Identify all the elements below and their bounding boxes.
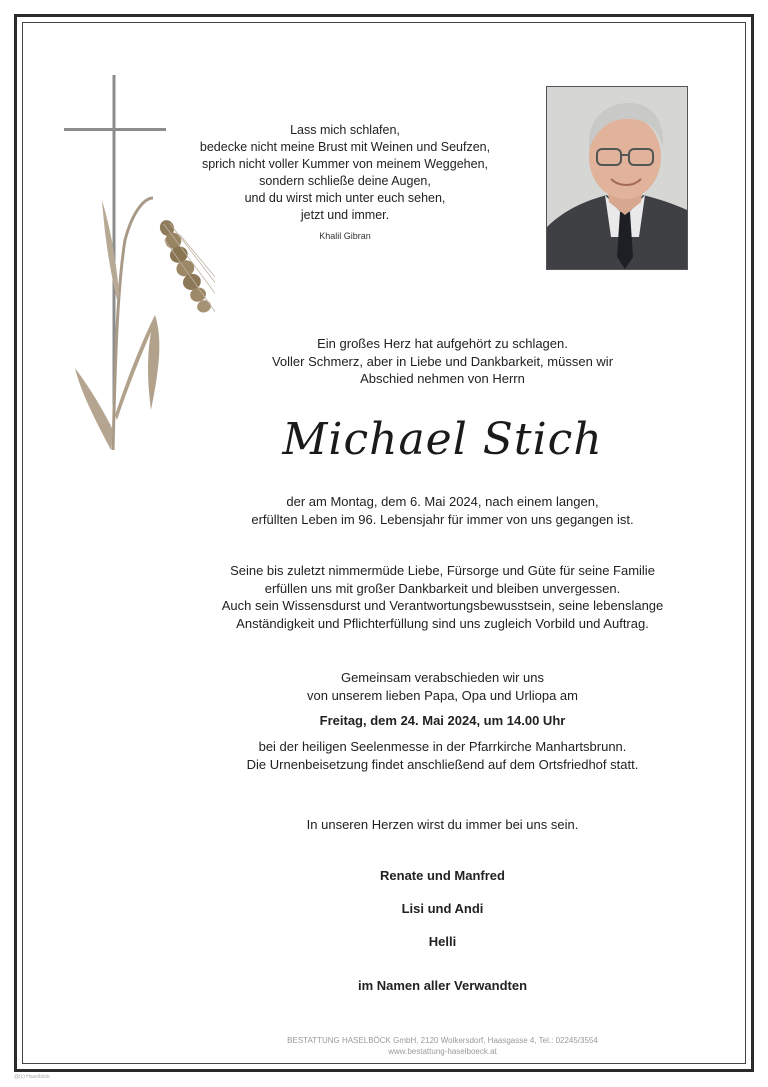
person-portrait-icon xyxy=(547,87,688,270)
intro-line: Ein großes Herz hat aufgehört zu schlagen. xyxy=(317,336,568,351)
death-info-line: der am Montag, dem 6. Mai 2024, nach einem langen, xyxy=(286,494,599,509)
intro-line: Abschied nehmen von Herrn xyxy=(360,371,525,386)
cross-horizontal-beam xyxy=(64,128,166,131)
tribute-line: erfüllen uns mit großer Dankbarkeit und bleiben unvergessen. xyxy=(264,580,621,596)
footer xyxy=(150,1035,735,1057)
poem-author: Khalil Gibran xyxy=(319,231,371,241)
mourner-2: Lisi und Andi xyxy=(401,901,484,916)
tribute-line: Seine bis zuletzt nimmermüde Liebe, Fürsorge und Güte für seine Familie xyxy=(230,563,655,578)
relatives-text: im Namen aller Verwandten xyxy=(357,978,528,993)
service-info xyxy=(150,738,735,773)
deceased-name: Michael Stich xyxy=(282,414,603,465)
death-info-line: erfüllten Leben im 96. Lebensjahr für immer von uns gegangen ist. xyxy=(251,511,634,527)
death-info xyxy=(150,493,735,528)
tribute-text xyxy=(150,562,735,632)
service-info-line: Die Urnenbeisetzung findet anschließend auf dem Ortsfriedhof statt. xyxy=(246,756,639,772)
footer-company: BESTATTUNG HASELBÖCK GmbH, 2120 Wolkersdorf, Haasgasse 4, Tel.: 02245/3554 xyxy=(287,1036,598,1045)
intro-text xyxy=(150,335,735,388)
closing-text: In unseren Herzen wirst du immer bei uns sein. xyxy=(306,817,579,832)
intro-line: Voller Schmerz, aber in Liebe und Dankbarkeit, müssen wir xyxy=(271,353,614,369)
portrait-photo xyxy=(546,86,688,270)
poem-line: Lass mich schlafen, xyxy=(290,123,400,137)
footer-website: www.bestattung-haselboeck.at xyxy=(388,1047,497,1056)
poem-line: und du wirst mich unter euch sehen, xyxy=(244,191,446,205)
service-info-line: bei der heiligen Seelenmesse in der Pfarrkirche Manhartsbrunn. xyxy=(258,739,627,754)
service-date: Freitag, dem 24. Mai 2024, um 14.00 Uhr xyxy=(319,713,566,728)
mourner-1: Renate und Manfred xyxy=(380,868,505,883)
poem-line: sondern schließe deine Augen, xyxy=(259,174,431,188)
print-code: @(c) Haselböck xyxy=(14,1074,50,1080)
poem-line: bedecke nicht meine Brust mit Weinen und Seufzen, xyxy=(199,140,491,154)
farewell-line: Gemeinsam verabschieden wir uns xyxy=(340,670,545,685)
cross-wheat-icon xyxy=(55,70,215,460)
poem xyxy=(195,122,495,245)
poem-line: sprich nicht voller Kummer von meinem Weggehen, xyxy=(201,157,488,171)
tribute-line: Auch sein Wissensdurst und Verantwortungsbewusstsein, seine lebenslange xyxy=(221,598,664,613)
mourner-3: Helli xyxy=(428,934,457,949)
farewell-text xyxy=(150,669,735,704)
tribute-line: Anständigkeit und Pflichterfüllung sind uns zugleich Vorbild und Auftrag. xyxy=(236,615,649,631)
farewell-line: von unserem lieben Papa, Opa und Urliopa am xyxy=(307,687,578,703)
poem-line: jetzt und immer. xyxy=(300,208,390,222)
